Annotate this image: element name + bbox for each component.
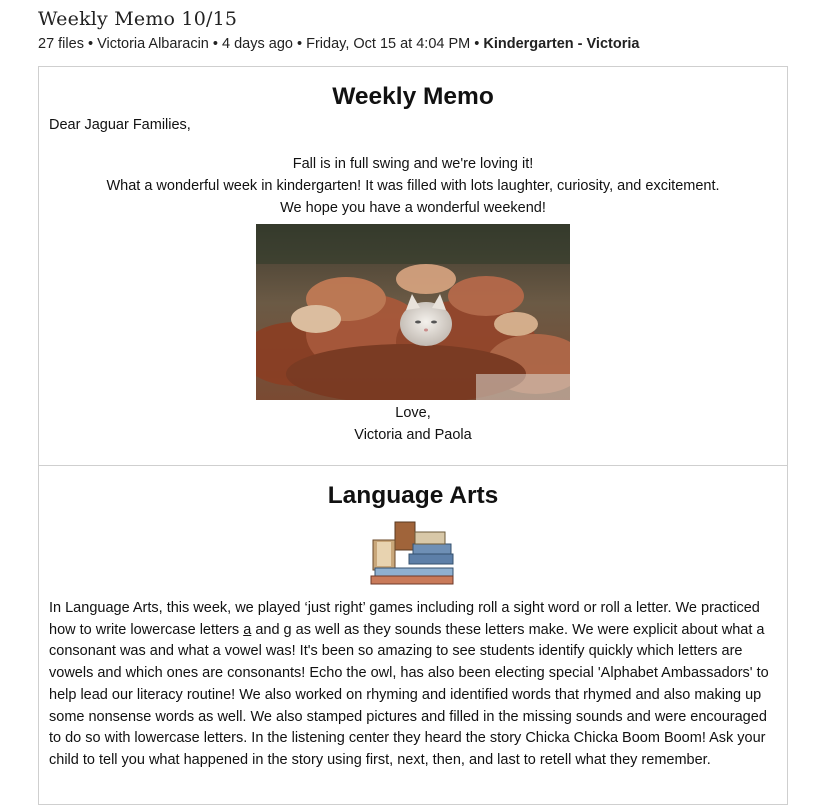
signoff-line: Love, bbox=[395, 405, 431, 421]
file-count[interactable]: 27 files bbox=[38, 36, 84, 52]
meta-separator: • bbox=[83, 36, 98, 52]
meta-separator: • bbox=[292, 36, 307, 52]
memo-line: Fall is in full swing and we're loving it! bbox=[292, 156, 534, 172]
post-title: Weekly Memo 10/15 bbox=[38, 8, 238, 30]
memo-signoff bbox=[39, 402, 787, 446]
memo-heading: Weekly Memo bbox=[332, 83, 494, 110]
language-arts-card bbox=[38, 465, 788, 805]
signature: Victoria and Paola bbox=[354, 427, 472, 443]
meta-separator: • bbox=[470, 36, 484, 52]
meta-separator: • bbox=[208, 36, 223, 52]
paragraph-text: In Language Arts, this week, we played ‘just right’ games including roll a sight word or roll a letter. We practiced how to write lowercase letters bbox=[49, 600, 760, 638]
group-link[interactable]: Kindergarten - Victoria bbox=[483, 36, 640, 52]
relative-time: 4 days ago bbox=[222, 36, 293, 52]
memo-greeting: Dear Jaguar Families, bbox=[49, 117, 191, 133]
memo-line: What a wonderful week in kindergarten! It was filled with lots laughter, curiosity, and excitement. bbox=[106, 178, 720, 194]
paragraph-text: and g as well as they sounds these letters make. We were explicit about what a consonant was and what a vowel was! It's been so amazing to see students identify quickly which letters are vowels and which ones are consonants! Echo the owl, has also been electing special 'Alphabet Ambassadors' to help lead our literacy routine! We also worked on rhyming and identified words that rhymed and also making up some nonsense words as well. We also stamped pictures and filled in the missing sounds and were encouraged to do so with lowercase letters. In the listening center they heard the story Chicka Chicka Boom Boom! Ask your child to tell you what happened in the story using first, next, then, and last to retell what they remember. bbox=[49, 621, 769, 768]
author-name[interactable]: Victoria Albaracin bbox=[97, 36, 209, 52]
books-icon[interactable] bbox=[365, 520, 461, 586]
post-meta bbox=[38, 36, 639, 52]
memo-intro bbox=[39, 153, 787, 219]
language-arts-heading: Language Arts bbox=[327, 482, 499, 509]
autumn-cat-photo[interactable] bbox=[256, 224, 570, 400]
post-date: Friday, Oct 15 at 4:04 PM bbox=[306, 36, 471, 52]
memo-line: We hope you have a wonderful weekend! bbox=[280, 200, 546, 216]
language-arts-paragraph bbox=[49, 598, 777, 772]
underlined-letter: a bbox=[243, 621, 252, 638]
weekly-memo-card bbox=[38, 66, 788, 466]
